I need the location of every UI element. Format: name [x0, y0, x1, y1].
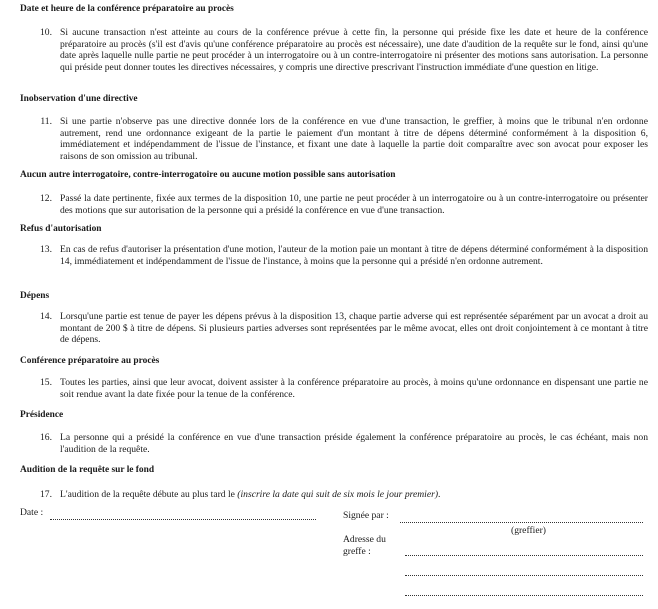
section-heading-15: Conférence préparatoire au procès — [20, 356, 160, 366]
paragraph-text: Lorsqu'une partie est tenue de payer les dépens prévus à la disposition 13, chaque partie adverse qui est représentée séparément par un avocat a droit au montant de 200 $ à titre de dépens. Si plusieurs parties adverses sont représentées par le même avocat, elles ont droit conjointement à ce montant à titre de dépens. — [60, 311, 648, 346]
paragraph-text: Toutes les parties, ainsi que leur avocat, doivent assister à la conférence préparatoire au procès, à moins qu'une ordonnance en dispensant une partie ne soit rendue avant la date fixée pour la tenue de la conférence. — [60, 377, 648, 400]
paragraph-text-end: . — [438, 489, 441, 500]
paragraph-16 — [20, 432, 648, 456]
paragraph-number: 13. — [40, 244, 52, 255]
paragraph-15 — [20, 377, 648, 401]
address-label-line-2: greffe : — [343, 546, 371, 557]
section-heading-17: Audition de la requête sur le fond — [20, 465, 155, 475]
section-heading-14: Dépens — [20, 291, 50, 301]
paragraph-number: 12. — [40, 193, 52, 204]
section-heading-13: Refus d'autorisation — [20, 224, 102, 234]
paragraph-number: 17. — [40, 489, 52, 500]
paragraph-11 — [20, 116, 648, 164]
section-heading-10: Date et heure de la conférence préparatoire au procès — [20, 4, 234, 14]
signed-by-label: Signée par : — [343, 510, 389, 521]
section-heading-16: Présidence — [20, 410, 64, 420]
paragraph-text: En cas de refus d'autoriser la présentation d'une motion, l'auteur de la motion paie un montant à titre de dépens déterminé conformément à la disposition 14, immédiatement et indépendamment de l'issue de l'instance, à moins que la personne qui a présidé n'en ordonne autrement. — [60, 244, 648, 267]
paragraph-text: Si une partie n'observe pas une directive donnée lors de la conférence en vue d'une transaction, le greffier, à moins que le tribunal n'en ordonne autrement, rend une ordonnance exigeant de la partie le paiement d'un montant à titre de dépens déterminé conformément à la disposition 6, immédiatement et indépendamment de l'issue de l'instance, et fixant une date à laquelle la partie doit comparaître avec son avocat pour exposer les raisons de son omission au tribunal. — [60, 116, 648, 162]
paragraph-14 — [20, 311, 648, 347]
address-label-line-1: Adresse du — [343, 534, 386, 545]
paragraph-17 — [20, 489, 648, 503]
paragraph-13 — [20, 244, 648, 280]
paragraph-text-italic: (inscrire la date qui suit de six mois le jour premier) — [237, 489, 439, 500]
paragraph-10 — [20, 27, 648, 79]
paragraph-text — [60, 489, 648, 501]
paragraph-number: 10. — [40, 27, 52, 38]
paragraph-number: 15. — [40, 377, 52, 388]
paragraph-number: 16. — [40, 432, 52, 443]
address-line-3[interactable] — [405, 595, 643, 596]
address-line-2[interactable] — [405, 575, 643, 576]
registrar-label: (greffier) — [511, 525, 546, 536]
paragraph-number: 11. — [40, 116, 52, 127]
section-heading-12: Aucun autre interrogatoire, contre-interrogatoire ou aucune motion possible sans autorisation — [20, 170, 396, 180]
paragraph-12 — [20, 193, 648, 217]
paragraph-text: La personne qui a présidé la conférence en vue d'une transaction préside également la conférence préparatoire au procès, le cas échéant, mais non l'audition de la requête. — [60, 432, 648, 455]
date-line[interactable] — [50, 519, 316, 520]
date-label: Date : — [20, 507, 44, 518]
section-heading-11: Inobservation d'une directive — [20, 94, 138, 104]
paragraph-text: Passé la date pertinente, fixée aux termes de la disposition 10, une partie ne peut procéder à un interrogatoire ou à un contre-interrogatoire ou présenter des motions que sur autorisation de la personne qui a présidé la conférence en vue d'une transaction. — [60, 193, 648, 216]
paragraph-text: Si aucune transaction n'est atteinte au cours de la conférence prévue à cette fin, la personne qui préside fixe les date et heure de la conférence préparatoire au procès (s'il est d'avis qu'une conférence préparatoire au procès est nécessaire), une date d'audition de la requête sur le fond, ainsi qu'une date après laquelle nulle partie ne peut procéder à un interrogatoire ou à un contre-interrogatoire ni présenter des motions sans autorisation. La personne qui préside peut donner toutes les directives nécessaires, y compris une directive prescrivant l'instruction immédiate d'une question en litige. — [60, 27, 648, 73]
paragraph-text-start: L'audition de la requête débute au plus tard le — [60, 489, 238, 500]
signature-line[interactable] — [400, 522, 643, 523]
paragraph-number: 14. — [40, 311, 52, 322]
address-line-1[interactable] — [405, 555, 643, 556]
